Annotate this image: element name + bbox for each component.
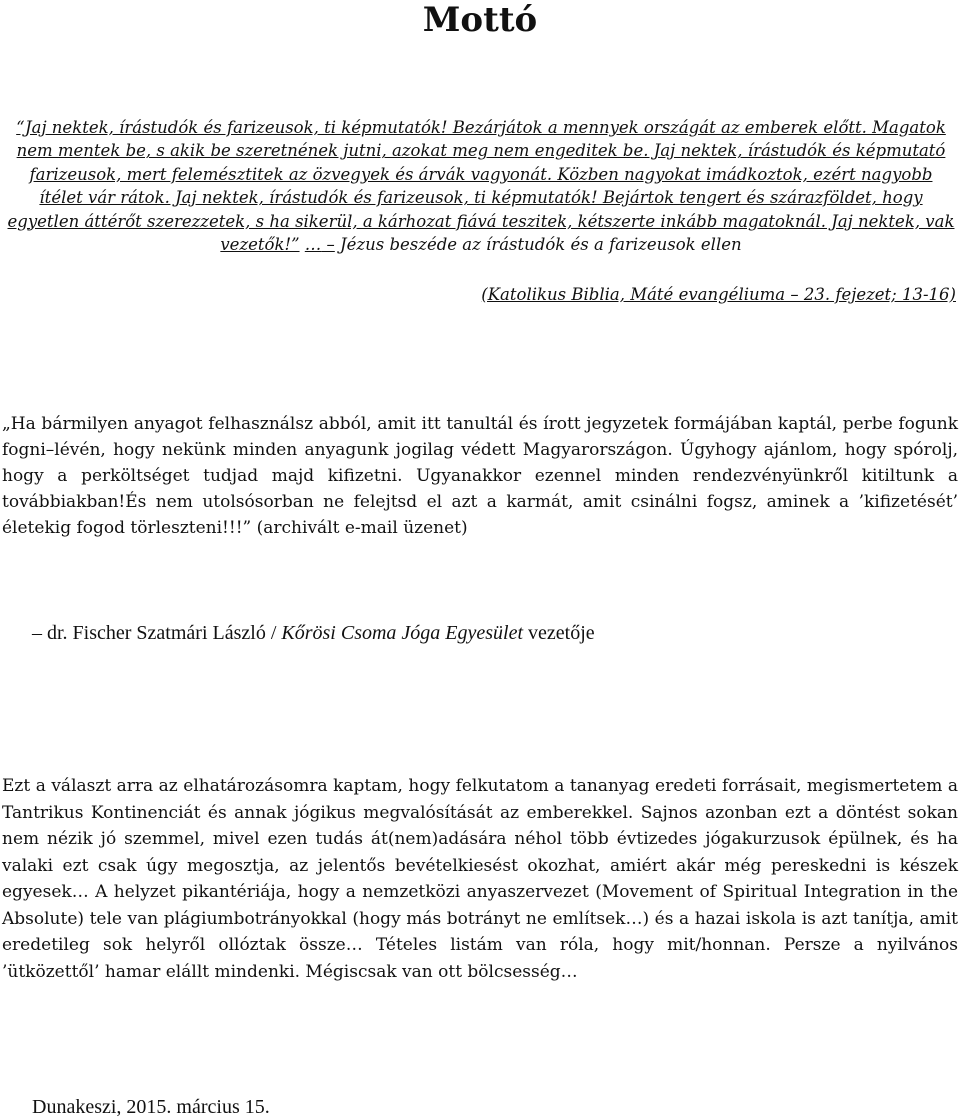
- quote-speaker: Jézus beszéde az írástudók és a farizeusok ellen: [334, 235, 742, 255]
- signature-organization: Kőrösi Csoma Jóga Egyesület: [281, 622, 524, 644]
- main-paragraph: Ezt a választ arra az elhatározásomra kaptam, hogy felkutatom a tananyag eredeti forrásait, megismertetem a Tantrikus Kontinenciát és annak jógikus megvalósítását az emberekkel. Sajnos azonban ezt a döntést sokan nem nézik jó szemmel, mivel ezen tudás át(nem)adására néhol több évtizedes jógakurzusok épülnek, és ha valaki ezt csak úgy megosztja, az jelentős bevételkiesést okozhat, amiért akár még pereskedni is készek egyesek… A helyzet pikantériája, hogy a nemzetközi anyaszervezet (Movement of Spiritual Integration in the Absolute) tele van plágiumbotrányokkal (hogy más botrányt ne említsek…) és a hazai iskola is azt tanítja, amit eredetileg sok helyről ollóztak össze… Tételes listám van róla, hogy mit/honnan. Persze a nyilvános ’ütközettől’ hamar elállt mindenki. Mégiscsak van ott bölcsesség…: [2, 776, 958, 982]
- bible-quote: [6, 116, 956, 256]
- page-title: Mottó: [422, 0, 538, 40]
- signature-line: [32, 620, 595, 646]
- quote-citation: (Katolikus Biblia, Máté evangéliuma – 23. fejezet; 13-16): [481, 285, 956, 304]
- quote-ellipsis: …: [304, 235, 322, 255]
- email-quote-paragraph: „Ha bármilyen anyagot felhasználsz abból, amit itt tanultál és írott jegyzetek formájában kaptál, perbe fogunk fogni–lévén, hogy nekünk minden anyagunk jogilag védett Magyarországon. Úgyhogy ajánlom, hogy spórolj, hogy a perköltséget tudjad majd kifizetni. Ugyanakkor ezennel minden rendezvényünkről kitiltunk a továbbiakban!És nem utolsósorban ne felejtsd el azt a karmát, amit csinálni fogsz, aminek a ’kifizetését’ életekig fogod törleszteni!!!” (archivált e-mail üzenet): [2, 414, 958, 538]
- quote-citation-block: [481, 256, 956, 308]
- signature-role: vezetője: [523, 622, 595, 644]
- signature-name: – dr. Fischer Szatmári László /: [32, 622, 282, 644]
- quote-dash: –: [321, 235, 335, 255]
- date-line: Dunakeszi, 2015. március 15.: [32, 1096, 270, 1118]
- bible-quote-text: “Jaj nektek, írástudók és farizeusok, ti képmutatók! Bezárjátok a mennyek országát az emberek előtt. Magatok nem mentek be, s akik be szeretnének jutni, azokat meg nem engeditek be. Jaj nektek, írástudók és képmutató farizeusok, mert felemésztitek az özvegyek és árvák vagyonát. Közben nagyokat imádkoztok, ezért nagyobb ítélet vár rátok. Jaj nektek, írástudók és farizeusok, ti képmutatók! Bejártok tengert és szárazföldet, hogy egyetlen áttérőt szerezzetek, s ha sikerül, a kárhozat fiává teszitek, kétszerte inkább magatoknál. Jaj nektek, vak vezetők!”: [7, 118, 955, 255]
